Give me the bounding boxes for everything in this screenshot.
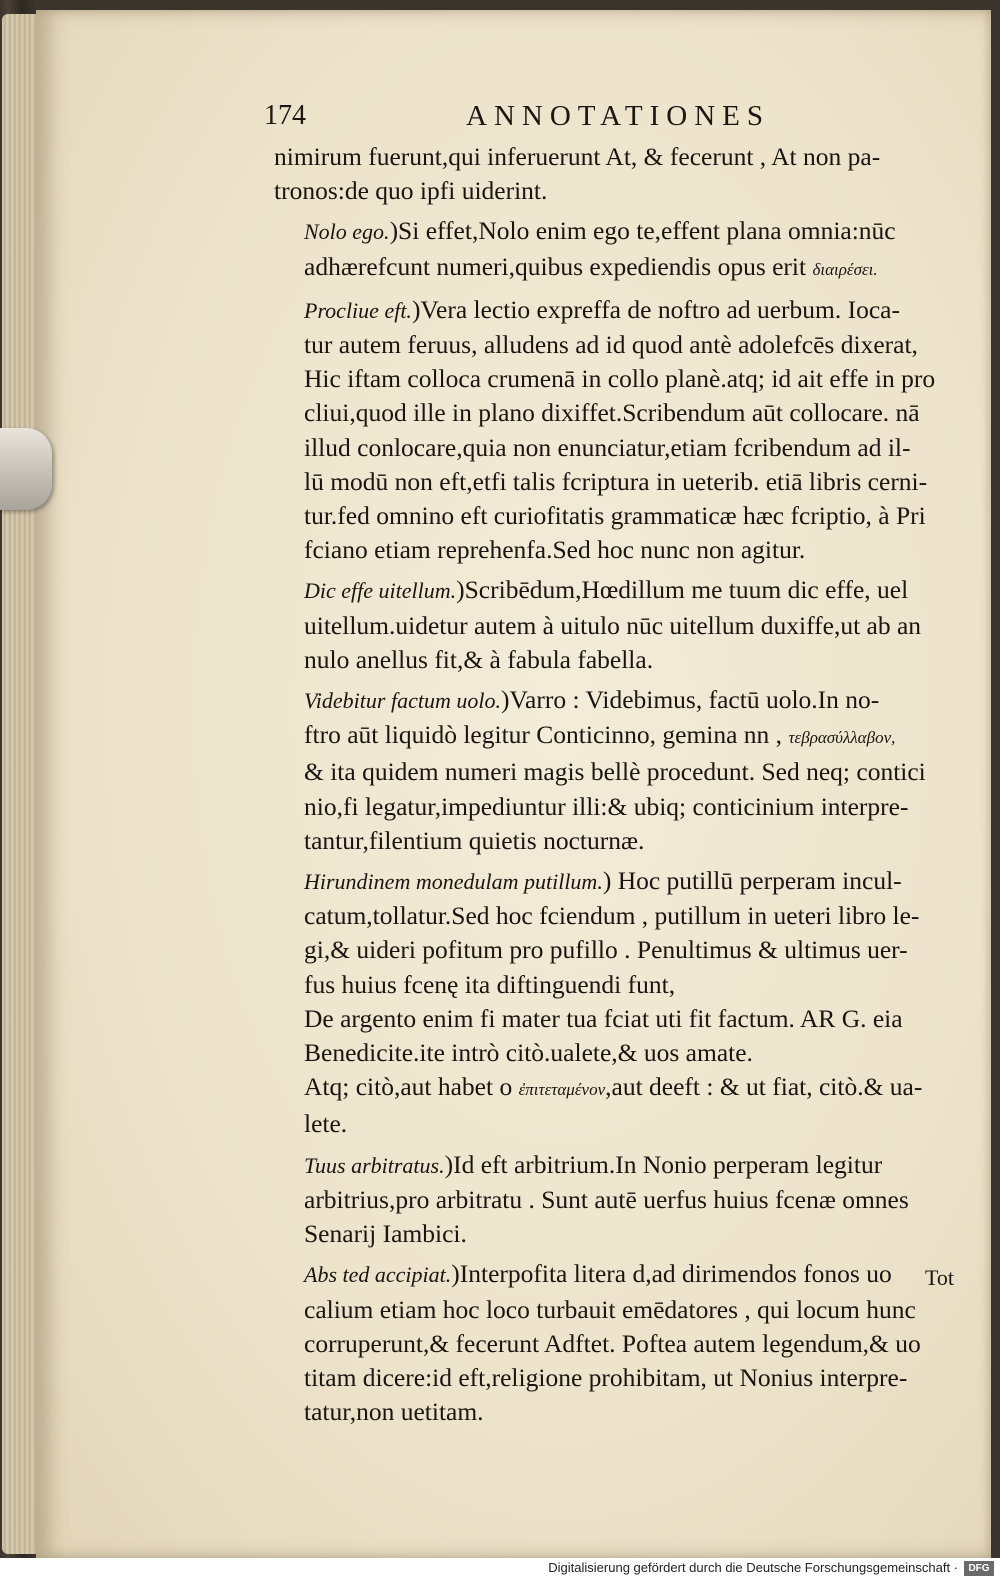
line-text: illud conlocare,quia non enunciatur,etiam fcribendum ad il- bbox=[304, 432, 911, 462]
text-line bbox=[274, 1107, 964, 1141]
text-line bbox=[274, 899, 964, 933]
text-line bbox=[274, 933, 964, 967]
greek-word: διαιρέσει. bbox=[812, 259, 878, 279]
line-text: nimirum fuerunt,qui inferuerunt At, & fecerunt , At non pa- bbox=[274, 142, 881, 171]
line-text: )Si effet,Nolo enim ego te,effent plana omnia:nūc bbox=[389, 216, 896, 246]
line-text: uitellum.uidetur autem à uitulo nūc uitellum duxiffe,ut ab an bbox=[304, 610, 922, 640]
line-text: nulo anellus fit,& à fabula fabella. bbox=[304, 644, 654, 674]
line-text: catum,tollatur.Sed hoc fciendum , putillum in ueteri libro le- bbox=[304, 901, 920, 931]
line-text: tronos:de quo ipfi uiderint. bbox=[274, 176, 548, 206]
greek-word: ἐπιτεταμένον bbox=[518, 1080, 606, 1100]
text-line bbox=[274, 1148, 964, 1183]
line-text: & ita quidem numeri magis bellè procedunt. Sed neq; contici bbox=[304, 757, 926, 787]
line-text: Hic iftam colloca crumenā in collo planè.atq; id ait effe in pro bbox=[304, 364, 936, 394]
text-line bbox=[274, 1361, 964, 1395]
line-text: )Scribēdum,Hœdillum me tuum dic effe, uel bbox=[456, 575, 909, 605]
text-line bbox=[274, 140, 964, 174]
lemma: Videbitur factum uolo. bbox=[304, 688, 501, 714]
text-line bbox=[274, 609, 964, 643]
catchword: Tot bbox=[925, 1265, 955, 1290]
line-text: titam dicere:id eft,religione prohibitam, ut Nonius interpre- bbox=[304, 1362, 908, 1392]
text-line bbox=[274, 643, 964, 677]
line-text: lete. bbox=[304, 1109, 348, 1139]
line-text: )Varro : Videbimus, factū uolo.In no- bbox=[500, 685, 880, 715]
greek-word: τεβρασύλλαβον, bbox=[788, 728, 896, 748]
lemma: Dic effe uitellum. bbox=[304, 578, 457, 604]
annotation-text bbox=[274, 140, 964, 1435]
line-text: )Vera lectio expreffa de noftro ad uerbum. Ioca- bbox=[411, 294, 900, 324]
line-text: tur autem feruus, alludens ad id quod antè adolefcēs dixerat, bbox=[304, 330, 918, 360]
line-text: )Id eft arbitrium.In Nonio perperam legitur bbox=[444, 1149, 883, 1179]
line-text: tantur,filentium quietis nocturnæ. bbox=[304, 825, 645, 855]
line-text: lū modū non eft,etfi talis fcriptura in ueterib. etiā libris cerni- bbox=[304, 466, 928, 496]
line-text: arbitrius,pro arbitratu . Sunt autē uerfus huius fcenæ omnes bbox=[304, 1184, 909, 1214]
text-line bbox=[274, 431, 964, 465]
line-text-after: ,aut deeft : & ut fiat, citò.& ua- bbox=[605, 1072, 923, 1102]
text-line bbox=[274, 1036, 964, 1070]
text-line bbox=[274, 824, 964, 858]
footer-bar bbox=[0, 1558, 1000, 1579]
annotation-paragraph bbox=[274, 1148, 964, 1252]
line-text: Senarij Iambici. bbox=[304, 1219, 467, 1249]
annotation-paragraph bbox=[274, 293, 964, 568]
line-text: corruperunt,& fecerunt Adftet. Poftea autem legendum,& uo bbox=[304, 1328, 921, 1358]
text-line bbox=[274, 465, 964, 499]
text-line bbox=[274, 968, 964, 1002]
text-line bbox=[274, 1183, 964, 1217]
line-text: calium etiam hoc loco turbauit emēdatores , qui locum hunc bbox=[304, 1294, 916, 1324]
line-text: gi,& uideri pofitum pro pufillo . Penultimus & ultimus uer- bbox=[304, 935, 908, 965]
lemma: Abs ted accipiat. bbox=[304, 1262, 452, 1288]
text-line bbox=[274, 396, 964, 430]
line-text: ) Hoc putillū perperam incul- bbox=[602, 866, 902, 896]
running-title: ANNOTATIONES bbox=[466, 100, 770, 132]
page-header bbox=[264, 100, 824, 140]
lemma: Procliue eft. bbox=[304, 297, 412, 323]
line-text: )Interpofita litera d,ad dirimendos fonos uo bbox=[451, 1259, 892, 1289]
dfg-logo: DFG bbox=[964, 1561, 994, 1576]
lemma: Nolo ego. bbox=[304, 219, 390, 245]
line-text: nio,fi legatur,impediuntur illi:& ubiq; conticinium interpre- bbox=[304, 791, 909, 821]
funding-credit: Digitalisierung gefördert durch die Deutsche Forschungsgemeinschaft · bbox=[548, 1560, 958, 1575]
annotation-paragraph bbox=[274, 864, 964, 1142]
page-clip bbox=[0, 428, 52, 510]
line-text: fciano etiam reprehenfa.Sed hoc nunc non agitur. bbox=[304, 535, 806, 565]
line-text: fus huius fcenę ita diftinguendi funt, bbox=[304, 969, 676, 999]
lemma: Tuus arbitratus. bbox=[304, 1152, 445, 1178]
text-line bbox=[274, 683, 964, 718]
text-line bbox=[274, 718, 964, 755]
line-text: Benedicite.ite intrò citò.ualete,& uos amate. bbox=[304, 1038, 753, 1068]
text-line bbox=[274, 1217, 964, 1251]
text-line bbox=[274, 499, 964, 533]
annotation-paragraph bbox=[274, 140, 964, 208]
text-line bbox=[274, 1070, 964, 1107]
annotation-paragraph bbox=[274, 214, 964, 286]
text-line bbox=[274, 864, 964, 899]
text-line bbox=[274, 1002, 964, 1036]
line-text: tur.fed omnino eft curiofitatis grammaticæ hæc fcriptio, à Pri bbox=[304, 501, 926, 531]
text-line bbox=[274, 250, 964, 287]
line-text: Atq; citò,aut habet o bbox=[304, 1072, 519, 1102]
line-text: tatur,non uetitam. bbox=[304, 1397, 484, 1427]
folio-number: 174 bbox=[264, 100, 306, 131]
text-line bbox=[274, 362, 964, 396]
text-line bbox=[274, 533, 964, 567]
line-text: ftro aūt liquidò legitur Conticinno, gemina nn , bbox=[304, 720, 789, 750]
text-line bbox=[274, 328, 964, 362]
line-text: adhærefcunt numeri,quibus expediendis opus erit bbox=[304, 251, 813, 281]
text-line bbox=[274, 755, 964, 789]
annotation-paragraph bbox=[274, 573, 964, 677]
annotation-paragraph bbox=[274, 1257, 964, 1429]
text-line bbox=[274, 293, 964, 328]
text-line bbox=[274, 790, 964, 824]
line-text: cliui,quod ille in plano dixiffet.Scribendum aūt collocare. nā bbox=[304, 398, 920, 428]
text-line bbox=[274, 1293, 964, 1327]
annotation-paragraph bbox=[274, 683, 964, 858]
line-text: De argento enim fi mater tua fciat uti fit factum. AR G. eia bbox=[304, 1003, 903, 1033]
text-line bbox=[274, 573, 964, 608]
text-line bbox=[274, 1395, 964, 1429]
text-line bbox=[274, 174, 964, 208]
text-line bbox=[274, 214, 964, 249]
text-line bbox=[274, 1257, 964, 1292]
text-line bbox=[274, 1327, 964, 1361]
lemma: Hirundinem monedulam putillum. bbox=[304, 869, 603, 895]
